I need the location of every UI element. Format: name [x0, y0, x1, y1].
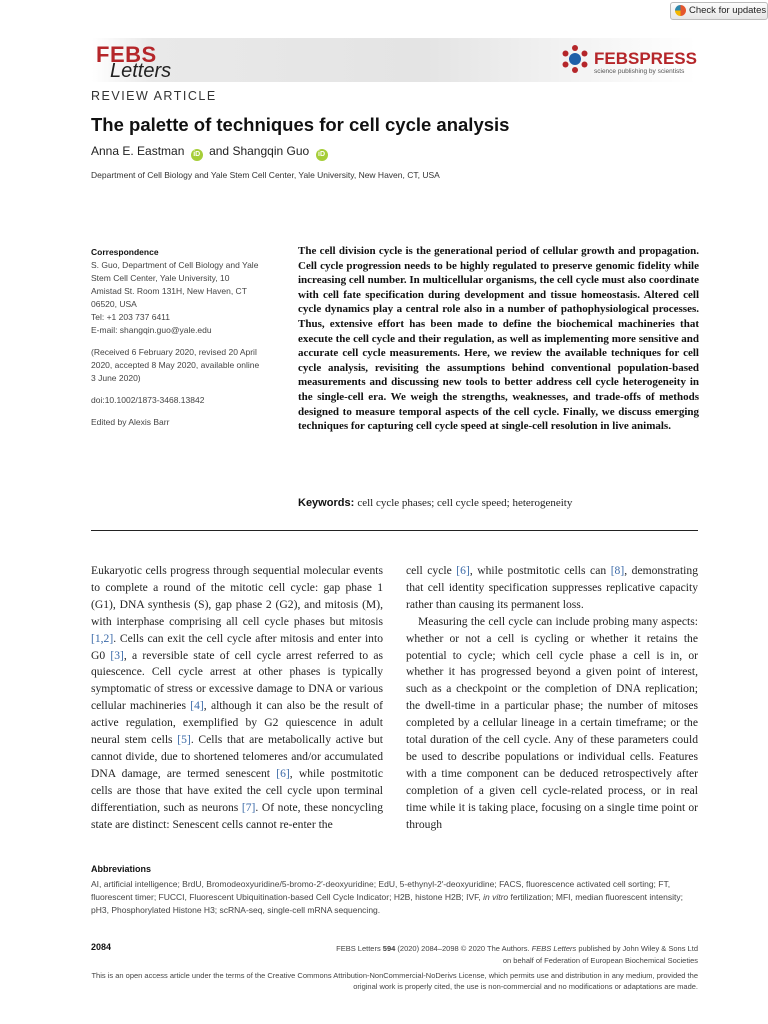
- footer-journal-italic: FEBS Letters: [531, 944, 577, 953]
- correspondence-email[interactable]: E-mail: shangqin.guo@yale.edu: [91, 325, 212, 335]
- license-footer: This is an open access article under the terms of the Creative Commons Attribution-NonCommercial-NoDerivs License, which permits use and distribution in any medium, provided the original work is properly cited, the use is non-commercial and no modifications or adaptations are made.: [91, 971, 698, 991]
- correspondence-block: [91, 246, 291, 337]
- correspondence-phone: Tel: +1 203 737 6411: [91, 312, 171, 322]
- publisher-name: FEBSPRESS: [594, 49, 697, 68]
- citation-link[interactable]: [5]: [177, 733, 191, 747]
- body-paragraph: [406, 563, 698, 614]
- abstract: The cell division cycle is the generational period of cellular growth and propagation. Cell cycle progression needs to be highly regulated to preserve genomic fidelity while increasing cell number. In multicellular organisms, the cell cycle must also coordinate with cell fate specification during development and tissue homeostasis. Altered cell cycle dynamics play a central role also in a number of pathophysiological processes. Thus, extensive effort has been made to define the biochemical machineries that execute the cell cycle and their regulation, as well as implementing more sensitive and accurate cell cycle measurements. Here, we review the available techniques for cell cycle analysis, revisiting the assumptions behind conventional population-based measurements and discussing new tools to better address cell cycle heterogeneity in the single-cell era. We weigh the strengths, weaknesses, and trade-offs of methods designed to measure temporal aspects of the cell cycle. Finally, we discuss emerging techniques for capturing cell cycle speed at single-cell resolution in live animals.: [298, 245, 699, 433]
- footer-citation-line: [240, 943, 698, 955]
- affiliation: Department of Cell Biology and Yale Stem Cell Center, Yale University, New Haven, CT, USA: [91, 170, 440, 180]
- edited-by: Edited by Alexis Barr: [91, 417, 170, 427]
- abbreviations-text: [91, 878, 699, 917]
- journal-citation-footer: [240, 943, 698, 967]
- body-text: , while postmitotic cells can: [469, 564, 611, 577]
- correspondence-line: Amistad St. Room 131H, New Haven, CT: [91, 286, 247, 296]
- abbreviations-text-part: fertilization; MFI, median fluorescent intensity; pH3, Phosphorylated Histone H3; scRNA-seq, single-cell mRNA sequencing.: [91, 892, 683, 915]
- doi-link[interactable]: doi:10.1002/1873-3468.13842: [91, 395, 205, 405]
- dates-block: [91, 346, 291, 385]
- article-type: REVIEW ARTICLE: [91, 89, 217, 103]
- body-column-left: [91, 563, 383, 834]
- body-text: , while postmitotic cells are those that have exited the cell cycle upon terminal differentiation, such as neurons: [91, 766, 384, 814]
- keywords-label: Keywords:: [298, 497, 355, 509]
- journal-name-bottom: Letters: [110, 60, 172, 82]
- page-number: 2084: [91, 942, 112, 952]
- body-text: cell cycle: [406, 564, 457, 577]
- crossmark-icon: [675, 5, 686, 16]
- dates-line: 3 June 2020): [91, 373, 141, 383]
- check-for-updates-button[interactable]: [670, 2, 768, 20]
- orcid-icon[interactable]: iD: [316, 149, 328, 161]
- body-text: , a reversible state of cell cycle arrest referred to as quiescence. Cell cycle arrest at other phases is typically symptomatic of stress or excessive damage to DNA or various cellular machineries: [91, 648, 383, 713]
- citation-link[interactable]: [6]: [276, 766, 290, 780]
- abbreviations-text-part: AI, artificial intelligence; BrdU, Bromodeoxyuridine/5-bromo-2′-deoxyuridine; EdU, 5-ethynyl-2′-deoxyuridine; FACS, fluorescence activated cell sorting; FT, fluorescent timer; FUCCI, Fluorescent Ubiquitination-based Cell Cycle Indicator; H2B, histone H2B; IVF,: [91, 879, 671, 902]
- author-name: Anna E. Eastman: [91, 144, 185, 158]
- citation-link[interactable]: [8]: [610, 564, 625, 577]
- footer-society-line: on behalf of Federation of European Biochemical Societies: [502, 956, 698, 965]
- correspondence-line: S. Guo, Department of Cell Biology and Yale: [91, 260, 259, 270]
- publisher-tagline: science publishing by scientists: [594, 68, 685, 75]
- correspondence-line: 06520, USA: [91, 299, 137, 309]
- body-text: . Of note, these noncycling state are distinct: Senescent cells cannot re-enter the: [91, 800, 383, 831]
- body-text: . Cells that are metabolically active but cannot divide, due to shortened telomeres and/or accumulated DNA damage, are termed senescent: [91, 733, 383, 780]
- keywords: [298, 497, 699, 509]
- correspondence-line: Stem Cell Center, Yale University, 10: [91, 273, 230, 283]
- body-text: , demonstrating that cell identity specification suppresses replicative capacity rather than causing its permanent loss.: [406, 564, 698, 611]
- abbreviations-heading: Abbreviations: [91, 864, 152, 874]
- citation-link[interactable]: [6]: [456, 564, 470, 577]
- body-paragraph: Measuring the cell cycle can include probing many aspects: whether or not a cell is cycling or whether it retains the potential to cycle; which cell cycle phase a cell is in, or whether it has progressed beyond a given point of interest, such as a checkpoint or the completion of DNA replication; the dwell-time in a particular phase; the number of mitoses completed by a cellular lineage in a certain timeframe; or the total duration of the cell cycle. Any of these parameters could be used to describe populations or individual cells. Features with a time component can be deduced retrospectively after completion of a given cell cycle-related process, or in real time while it is taking place, focusing on a single time point or through: [406, 614, 698, 831]
- article-info-sidebar: [91, 246, 291, 438]
- body-text: , although it can also be the result of active regulation, exemplified by G2 quiescence in adult neural stem cells: [91, 699, 383, 747]
- check-updates-label: Check for updates: [689, 5, 767, 16]
- body-column-right: [406, 563, 698, 834]
- citation-link[interactable]: [1,2]: [91, 631, 114, 645]
- dates-line: (Received 6 February 2020, revised 20 April: [91, 347, 257, 357]
- citation-link[interactable]: [3]: [110, 648, 124, 662]
- body-text: . Cells can exit the cell cycle after mitosis and enter into G0: [91, 631, 383, 662]
- dates-line: 2020, accepted 8 May 2020, available online: [91, 360, 260, 370]
- author-name: Shangqin Guo: [232, 144, 310, 158]
- citation-link[interactable]: [4]: [190, 699, 204, 713]
- keywords-text: cell cycle phases; cell cycle speed; heterogeneity: [357, 497, 573, 509]
- section-divider: [91, 530, 698, 531]
- orcid-icon[interactable]: iD: [191, 149, 203, 161]
- abbreviations-italic: in vitro: [483, 892, 509, 902]
- correspondence-heading: Correspondence: [91, 247, 159, 257]
- body-paragraph: [91, 563, 383, 834]
- article-title: The palette of techniques for cell cycle analysis: [91, 114, 510, 135]
- citation-link[interactable]: [7]: [241, 800, 256, 814]
- footer-text: published by John Wiley & Sons Ltd: [576, 944, 698, 953]
- body-text: Eukaryotic cells progress through sequential molecular events to complete a round of the mitotic cell cycle: gap phase 1 (G1), DNA synthesis (S), gap phase 2 (G2), and mitosis (M), with interphase comprising all cell cycle phases but mitosis: [91, 564, 383, 628]
- journal-name-top: FEBS: [96, 42, 157, 67]
- febs-press-logo-icon: [560, 44, 590, 74]
- footer-text: (2020) 2084–2098 © 2020 The Authors.: [395, 944, 532, 953]
- footer-text: FEBS Letters: [336, 944, 383, 953]
- footer-volume: 594: [382, 944, 396, 953]
- author-separator: and: [209, 144, 230, 158]
- author-list: [91, 144, 331, 161]
